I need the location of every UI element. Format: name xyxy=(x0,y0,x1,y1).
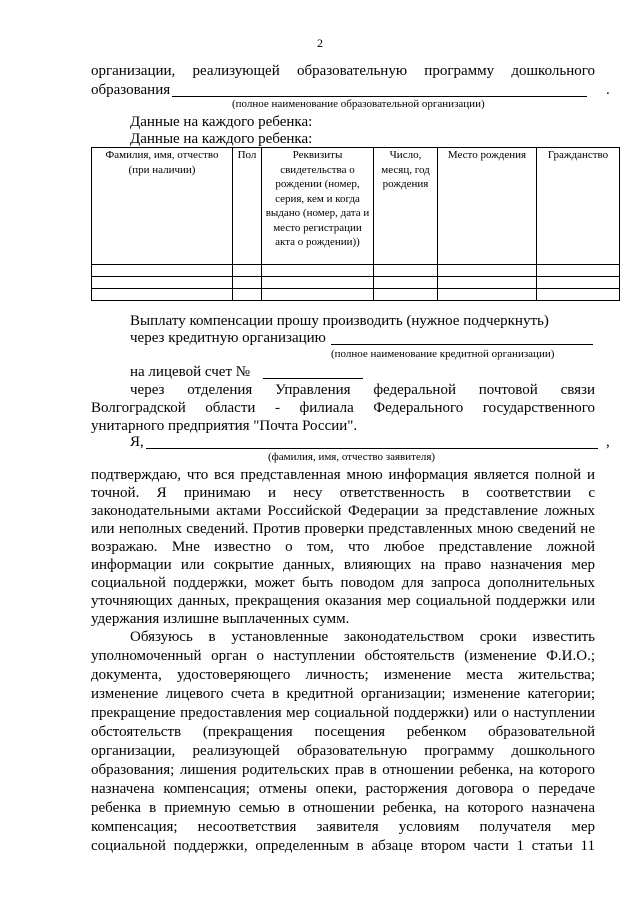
declaration-line: социальной поддержки, может быть поводом для запроса дополнительных xyxy=(91,575,595,591)
post-word: отделения xyxy=(187,382,253,398)
declaration-line: информации или сокрытие данных, влияющих на право назначения мер xyxy=(91,557,595,573)
table-cell[interactable] xyxy=(374,289,438,301)
table-cell[interactable] xyxy=(262,265,374,277)
obligation-line: социальной поддержки, определенным в абзаце втором части 1 статьи 11 xyxy=(91,838,595,854)
obligation-line: назначена компенсация; отмены опеки, расторжения договора о передаче xyxy=(91,781,595,797)
payment-request: Выплату компенсации прошу производить (нужное подчеркнуть) xyxy=(130,313,549,329)
post-word: - xyxy=(274,400,280,416)
obligation-line: организации, реализующей образовательную программу дошкольного xyxy=(91,743,595,759)
post-word: через xyxy=(130,382,165,398)
intro-word: реализующей xyxy=(192,63,280,79)
table-cell[interactable] xyxy=(374,277,438,289)
post-word: области xyxy=(205,400,256,416)
via-credit-org-option[interactable]: через кредитную организацию xyxy=(130,330,326,346)
children-table xyxy=(91,147,620,301)
caption-applicant: (фамилия, имя, отчество заявителя) xyxy=(268,451,436,463)
post-word: почтовой xyxy=(478,382,538,398)
i-label: Я, xyxy=(130,434,144,450)
col-header-sex: Пол xyxy=(233,148,262,265)
table-cell[interactable] xyxy=(92,265,233,277)
table-row xyxy=(92,265,620,277)
post-word: Волгоградской xyxy=(91,400,186,416)
obligation-line: ребенка в приемную семью в отношении ребенка, на которого назначена xyxy=(91,800,595,816)
post-word: филиала xyxy=(299,400,354,416)
declaration-line: точной. Я принимаю и несу ответственность в соответствии с xyxy=(91,485,595,501)
declaration-line: удержания излишне выплаченных сумм. xyxy=(91,611,350,627)
intro-line-2-end: . xyxy=(606,82,610,98)
table-row xyxy=(92,289,620,301)
declaration-line: законодательными актами Российской Федерации за представление ложных xyxy=(91,503,595,519)
table-cell[interactable] xyxy=(233,289,262,301)
post-option-line-2 xyxy=(91,399,595,418)
table-cell[interactable] xyxy=(438,277,537,289)
declaration-line: или неполных сведений. Против проверки представленных мною сведений не xyxy=(91,521,595,537)
col-header-birth-place: Место рождения xyxy=(438,148,537,265)
org-name-field[interactable] xyxy=(172,96,587,97)
table-cell[interactable] xyxy=(92,289,233,301)
obligation-line: обстоятельств (прекращения посещения ребенком образовательной xyxy=(91,724,595,740)
table-cell[interactable] xyxy=(438,289,537,301)
obligation-line: компенсация; несоответствия заявителя условиям получателя мер xyxy=(91,819,595,835)
intro-line-1 xyxy=(91,62,595,81)
declaration-line: уточняющих данных, прекращения оказания мер социальной поддержки или xyxy=(91,593,595,609)
table-header-row xyxy=(92,148,620,265)
intro-word: программу xyxy=(424,63,495,79)
intro-word: дошкольного xyxy=(511,63,595,79)
caption-org: (полное наименование образовательной организации) xyxy=(232,98,485,110)
page-number: 2 xyxy=(317,36,323,50)
table-cell[interactable] xyxy=(537,277,620,289)
table-cell[interactable] xyxy=(233,277,262,289)
post-word: федеральной xyxy=(373,382,456,398)
intro-word: образовательную xyxy=(296,63,408,79)
i-end: , xyxy=(606,434,610,450)
obligation-line: Обязуюсь в установленные законодательством сроки известить xyxy=(130,629,595,645)
account-number-field[interactable] xyxy=(263,378,363,379)
col-header-citizenship: Гражданство xyxy=(537,148,620,265)
credit-org-name-field[interactable] xyxy=(331,344,593,345)
child-data-label-1: Данные на каждого ребенка: xyxy=(130,114,313,130)
declaration-line: возражаю. Мне известно о том, что любое представление ложной xyxy=(91,539,595,555)
intro-line-2-label: образования xyxy=(91,82,171,98)
post-word: Управления xyxy=(275,382,351,398)
obligation-line: уполномоченный орган о наступлении обстоятельств (изменение Ф.И.О.; xyxy=(91,648,595,664)
table-cell[interactable] xyxy=(92,277,233,289)
intro-word: организации, xyxy=(91,63,176,79)
caption-credit-org: (полное наименование кредитной организации) xyxy=(331,348,555,360)
post-word: Федерального xyxy=(373,400,464,416)
table-cell[interactable] xyxy=(262,289,374,301)
table-cell[interactable] xyxy=(233,265,262,277)
post-word: государственного xyxy=(482,400,595,416)
post-word: связи xyxy=(560,382,595,398)
table-cell[interactable] xyxy=(537,265,620,277)
table-row xyxy=(92,277,620,289)
col-header-name: Фамилия, имя, отчество (при наличии) xyxy=(92,148,233,265)
col-header-birth-date: Число, месяц, год рождения xyxy=(374,148,438,265)
table-cell[interactable] xyxy=(374,265,438,277)
table-cell[interactable] xyxy=(262,277,374,289)
account-label: на лицевой счет № xyxy=(130,364,251,380)
table-cell[interactable] xyxy=(438,265,537,277)
post-option-line-1[interactable] xyxy=(130,381,595,400)
col-header-birth-certificate: Реквизиты свидетельства о рождении (номер, серия, кем и когда выдано (номер, дата и место регистрации акта о рождении)) xyxy=(262,148,374,265)
table-cell[interactable] xyxy=(537,289,620,301)
obligation-line: образования; лишения родительских прав в отношении ребенка, на которого xyxy=(91,762,595,778)
post-option-line-3: унитарного предприятия "Почта России". xyxy=(91,418,358,434)
obligation-line: документа, удостоверяющего личность; изменение места жительства; xyxy=(91,667,595,683)
child-data-label-2: Данные на каждого ребенка: xyxy=(130,131,313,147)
obligation-line: изменение лицевого счета в кредитной организации; изменение категории; xyxy=(91,686,595,702)
declaration-line: подтверждаю, что вся представленная мною информация является полной и xyxy=(91,467,595,483)
applicant-name-field[interactable] xyxy=(146,448,598,449)
obligation-line: прекращение предоставления мер социальной поддержки) или о наступлении xyxy=(91,705,595,721)
